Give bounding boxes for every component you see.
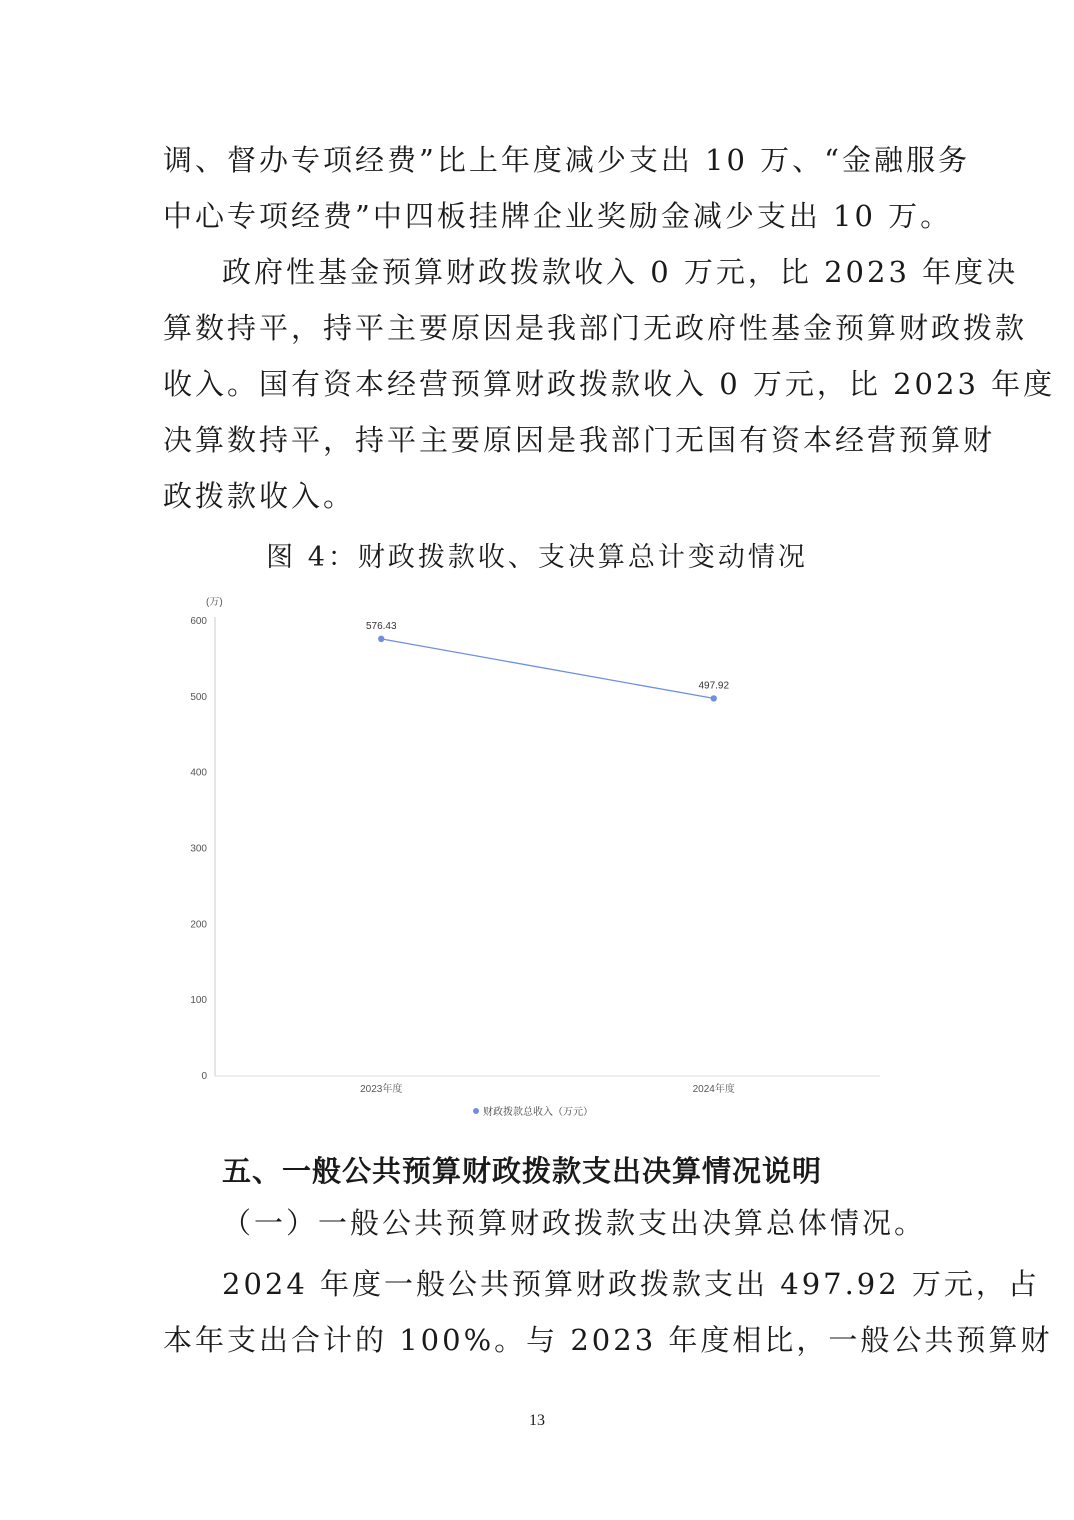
figure-caption: 图 4：财政拨款收、支决算总计变动情况 — [266, 542, 808, 573]
data-point — [711, 695, 717, 701]
y-tick-label: 200 — [190, 919, 207, 931]
legend-marker — [473, 1108, 479, 1114]
legend-label: 财政拨款总收入（万元） — [483, 1107, 593, 1118]
body-text-line: 政府性基金预算财政拨款收入 0 万元，比 2023 年度决 — [222, 255, 1019, 289]
subsection-heading: （一）一般公共预算财政拨款支出决算总体情况。 — [222, 1206, 927, 1240]
body-text-line: 本年支出合计的 100%。与 2023 年度相比，一般公共预算财 — [163, 1323, 1053, 1357]
x-tick-label: 2024年度 — [692, 1084, 735, 1095]
body-text-line: 政拨款收入。 — [163, 479, 356, 513]
data-label: 576.43 — [365, 620, 397, 632]
body-text-line: 中心专项经费”中四板挂牌企业奖励金减少支出 10 万。 — [163, 199, 953, 233]
y-tick-label: 300 — [190, 843, 207, 855]
body-text-line: 收入。国有资本经营预算财政拨款收入 0 万元，比 2023 年度 — [163, 367, 1056, 401]
body-text-line: 调、督办专项经费”比上年度减少支出 10 万、“金融服务 — [163, 143, 970, 177]
y-tick-label: 500 — [190, 691, 207, 703]
data-point — [378, 636, 384, 642]
y-tick-label: 0 — [201, 1071, 207, 1082]
y-unit-label: (万) — [206, 597, 223, 608]
line-chart — [160, 585, 900, 1130]
section-heading: 五、一般公共预算财政拨款支出决算情况说明 — [222, 1154, 823, 1188]
y-tick-label: 100 — [190, 995, 207, 1007]
body-text-line: 决算数持平，持平主要原因是我部门无国有资本经营预算财 — [163, 423, 996, 457]
data-label: 497.92 — [698, 680, 730, 692]
x-tick-label: 2023年度 — [360, 1084, 403, 1095]
y-tick-label: 400 — [190, 767, 207, 779]
body-text-line: 算数持平，持平主要原因是我部门无政府性基金预算财政拨款 — [163, 311, 1028, 345]
y-tick-label: 600 — [190, 616, 207, 627]
body-text-line: 2024 年度一般公共预算财政拨款支出 497.92 万元，占 — [222, 1267, 1040, 1301]
series-line — [381, 639, 714, 699]
page-number: 13 — [529, 1412, 545, 1429]
